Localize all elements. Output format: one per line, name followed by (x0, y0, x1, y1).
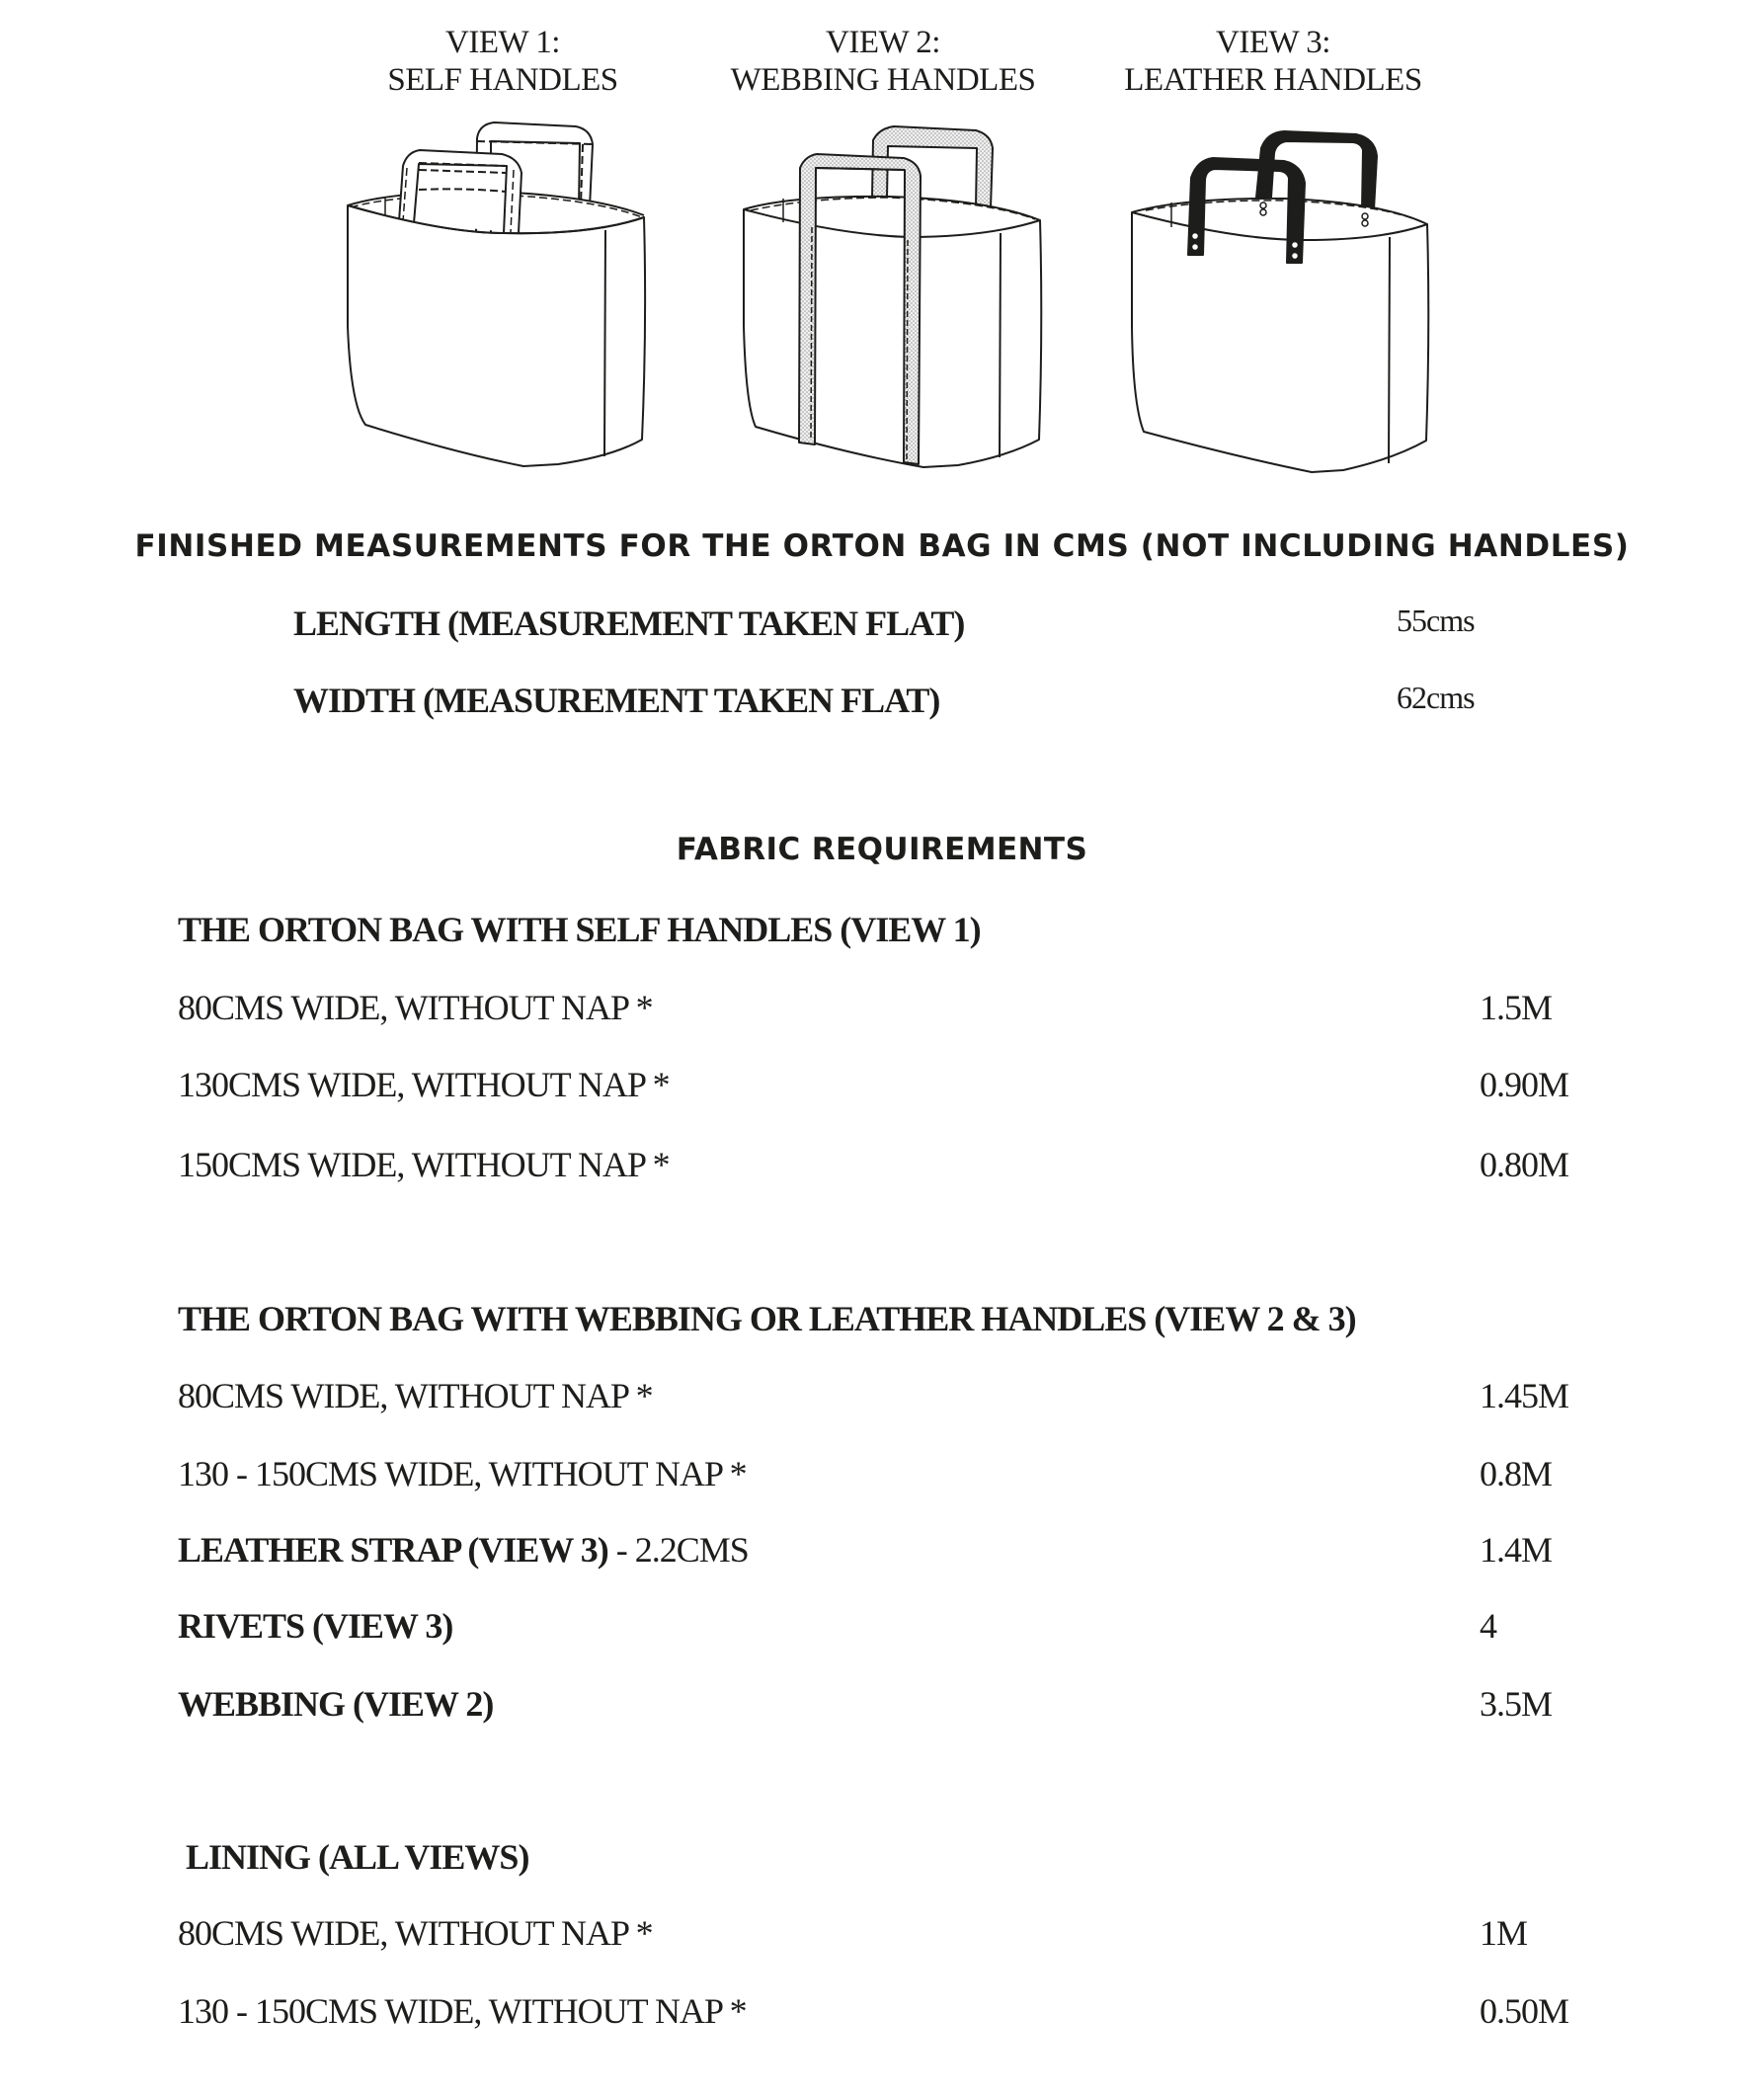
measurement-label: WIDTH (MEASUREMENT TAKEN FLAT) (293, 681, 940, 720)
section-title-self-handles: THE ORTON BAG WITH SELF HANDLES (VIEW 1) (178, 910, 981, 949)
fabric-row-leather-strap (0, 1529, 1764, 1572)
measurement-label: LENGTH (MEASUREMENT TAKEN FLAT) (293, 604, 965, 643)
view-1-name: SELF HANDLES (387, 62, 618, 98)
section-title-webbing-leather: THE ORTON BAG WITH WEBBING OR LEATHER HANDLES (VIEW 2 & 3) (178, 1299, 1356, 1338)
fabric-row-rivets (0, 1605, 1764, 1649)
fabric-label: 80CMS WIDE, WITHOUT NAP * (178, 1913, 653, 1953)
fabric-row (0, 1375, 1764, 1418)
view-1-number: VIEW 1: (445, 25, 560, 60)
fabric-row (0, 1912, 1764, 1956)
fabric-label: RIVETS (VIEW 3) (178, 1606, 453, 1646)
fabric-row (0, 987, 1764, 1030)
fabric-label: WEBBING (VIEW 2) (178, 1684, 494, 1724)
fabric-row (0, 1144, 1764, 1187)
fabric-value: 4 (1480, 1606, 1496, 1646)
fabric-row (0, 1990, 1764, 2034)
fabric-value: 0.8M (1480, 1454, 1553, 1493)
section-title-lining: LINING (ALL VIEWS) (186, 1837, 529, 1877)
fabric-label: 150CMS WIDE, WITHOUT NAP * (178, 1145, 670, 1184)
measurement-row-width (0, 680, 1764, 723)
view-3-name: LEATHER HANDLES (1124, 62, 1422, 98)
fabric-value: 1.5M (1480, 988, 1553, 1027)
view-2-number: VIEW 2: (826, 25, 940, 60)
bag-illustrations (0, 0, 1764, 494)
bag-view-3-icon (1132, 131, 1428, 472)
fabric-value: 0.80M (1480, 1145, 1569, 1184)
measurement-value: 62cms (1397, 680, 1475, 715)
fabric-value: 1.4M (1480, 1530, 1553, 1570)
fabric-label-detail: - 2.2CMS (607, 1530, 749, 1570)
fabric-label: 80CMS WIDE, WITHOUT NAP * (178, 988, 653, 1027)
fabric-value: 3.5M (1480, 1684, 1553, 1724)
fabric-label: 130 - 150CMS WIDE, WITHOUT NAP * (178, 1454, 747, 1493)
fabric-row-webbing (0, 1683, 1764, 1727)
fabric-label-bold: LEATHER STRAP (VIEW 3) (178, 1530, 608, 1570)
fabric-value: 0.50M (1480, 1991, 1569, 2031)
fabric-label: 130CMS WIDE, WITHOUT NAP * (178, 1065, 670, 1104)
finished-measurements-heading: FINISHED MEASUREMENTS FOR THE ORTON BAG IN CMS (NOT INCLUDING HANDLES) (134, 528, 1630, 564)
measurement-row-length (0, 603, 1764, 646)
fabric-value: 1M (1480, 1913, 1528, 1953)
fabric-label (178, 1529, 749, 1571)
fabric-row (0, 1453, 1764, 1496)
fabric-label: 130 - 150CMS WIDE, WITHOUT NAP * (178, 1991, 747, 2031)
measurement-value: 55cms (1397, 603, 1475, 638)
fabric-value: 0.90M (1480, 1065, 1569, 1104)
fabric-requirements-heading: FABRIC REQUIREMENTS (676, 832, 1088, 867)
fabric-label: 80CMS WIDE, WITHOUT NAP * (178, 1376, 653, 1415)
bag-view-1-icon (348, 122, 645, 466)
fabric-row (0, 1064, 1764, 1107)
view-2-name: WEBBING HANDLES (730, 62, 1036, 98)
view-3-number: VIEW 3: (1216, 25, 1330, 60)
bag-view-2-icon (744, 126, 1041, 467)
fabric-value: 1.45M (1480, 1376, 1569, 1415)
